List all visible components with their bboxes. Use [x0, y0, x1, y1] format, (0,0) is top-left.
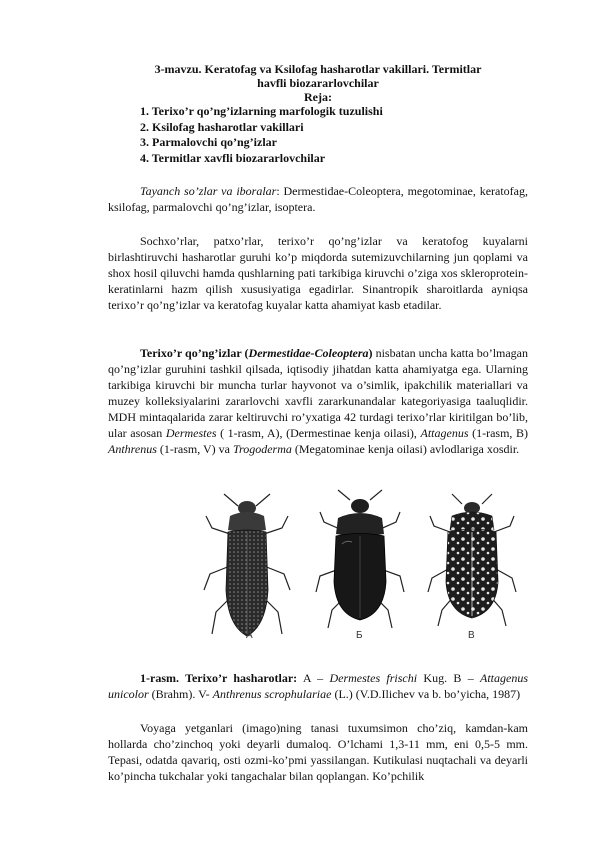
genus-name: Attagenus [420, 426, 469, 440]
topic-title-line2: havfli biozararlovchilar [257, 76, 379, 90]
caption-label: 1-rasm. Terixo’r hasharotlar: [140, 671, 298, 685]
species-name: Attagenus unicolor [108, 671, 529, 701]
dermestid-text: (Megatominae kenja oilasi) avlodlariga xosdir. [291, 442, 520, 456]
dermestid-text: (1-rasm, B) [468, 426, 529, 440]
dermestid-paragraph [108, 345, 528, 457]
imago-paragraph: Voyaga yetganlari (imago)ning tanasi tuxumsimon cho’ziq, kamdan-kam hollarda cho’zinchoq yoki deyarli dumaloq. O’lchami 1,3-11 mm, eni 0,5-5 mm. Tepasi, odatda qavariq, osti ozmi-ko’pmi yassilangan. Kutikulasi nuqtachali va deyarli ko’pincha tukchalar yoki tangachalar bilan qoplangan. Ko’pchilik [108, 721, 528, 783]
dermestid-lead-text: Terixo’r qo’ng’izlar ( [140, 346, 249, 360]
caption-text: Kug. B – [417, 671, 481, 685]
beetle-b-attagenus [316, 490, 404, 628]
dermestid-text: ( 1-rasm, A), (Dermestinae kenja oilasi), [216, 426, 421, 440]
beetles-figure [200, 486, 530, 646]
intro-paragraph: Sochxo’rlar, patxo’rlar, terixo’r qo’ng’izlar va keratofog kuyalarni birlashtiruvchi hasharotlar guruhi ko’p miqdorda sutemizuvchilarning jun qoplami va shox hosil qiluvchi hamda qushlarning pati tarkibiga kiruvchi o’ziga xos skleroprotein-keratinlarni hazm qilish xususiyatiga egadirlar. Sinantropik sharoitlarda ayniqsa terixo’r qo’ng’izlar va keratofag kuyalar katta ahamiyat kasb etadilar. [108, 234, 528, 312]
species-name: Anthrenus scrophulariae [212, 687, 332, 701]
beetle-a-dermestes [204, 494, 290, 636]
figure-letter-v: В [468, 630, 475, 641]
plan-heading: Reja: [304, 90, 332, 104]
topic-title-line1: 3-mavzu. Keratofag va Ksilofag hasharotlar vakillari. Termitlar [154, 62, 482, 76]
caption-text: A – [297, 671, 330, 685]
figure-caption [108, 670, 528, 702]
caption-text: (Brahm). V- [148, 687, 213, 701]
plan-item: 3. Parmalovchi qo’ng’izlar [140, 135, 277, 150]
figure-letter-a: A [246, 630, 253, 641]
plan-item: 4. Termitlar xavfli biozararlovchilar [140, 150, 326, 165]
plan-item: 2. Ksilofag hasharotlar vakillari [140, 119, 304, 134]
genus-name: Anthrenus [108, 442, 157, 456]
figure-letter-b: Б [356, 630, 363, 641]
genus-name: Trogoderma [232, 442, 292, 456]
caption-text: (L.) (V.D.Ilichev va b. bo’yicha, 1987) [331, 687, 521, 701]
keywords-label: Tayanch so’zlar va iboralar [140, 184, 277, 198]
keywords-text: : Dermestidae-Coleoptera, megotominae, keratofag, ksilofag, parmalovchi qo’ng’izlar, isoptera. [108, 184, 528, 214]
dermestid-text: (1-rasm, V) va [156, 442, 233, 456]
beetle-v-anthrenus [428, 494, 516, 626]
plan-list [140, 104, 383, 166]
topic-title [108, 62, 528, 90]
species-name: Dermestes frischi [329, 671, 418, 685]
dermestid-lead-taxon: Dermestidae-Coleoptera [248, 346, 369, 360]
dermestid-text: nisbatan uncha katta bo’lmagan qo’ng’izlar guruhini tashkil qilsada, iqtisodiy jihatdan katta ahamiyatga ega. Ularning tarkibiga kiruvchi bir muncha turlar hayvonot va o’simlik, ipakchilik materiallari va muzey kolleksiyalarini zararlovchi xavfli zararkunandalar kategoriyasiga taaluqlidir. MDH mintaqalarida zarar keltiruvchi ro’yxatiga 42 turdagi terixo’rlar kiritilgan bo’lib, ular asosan [108, 346, 529, 440]
dermestid-lead-close: ) [368, 346, 373, 360]
genus-name: Dermestes [165, 426, 217, 440]
dermestid-lead [140, 346, 373, 360]
keywords-paragraph [108, 183, 528, 215]
plan-item: 1. Terixo’r qo’ng’izlarning marfologik tuzulishi [140, 104, 383, 118]
